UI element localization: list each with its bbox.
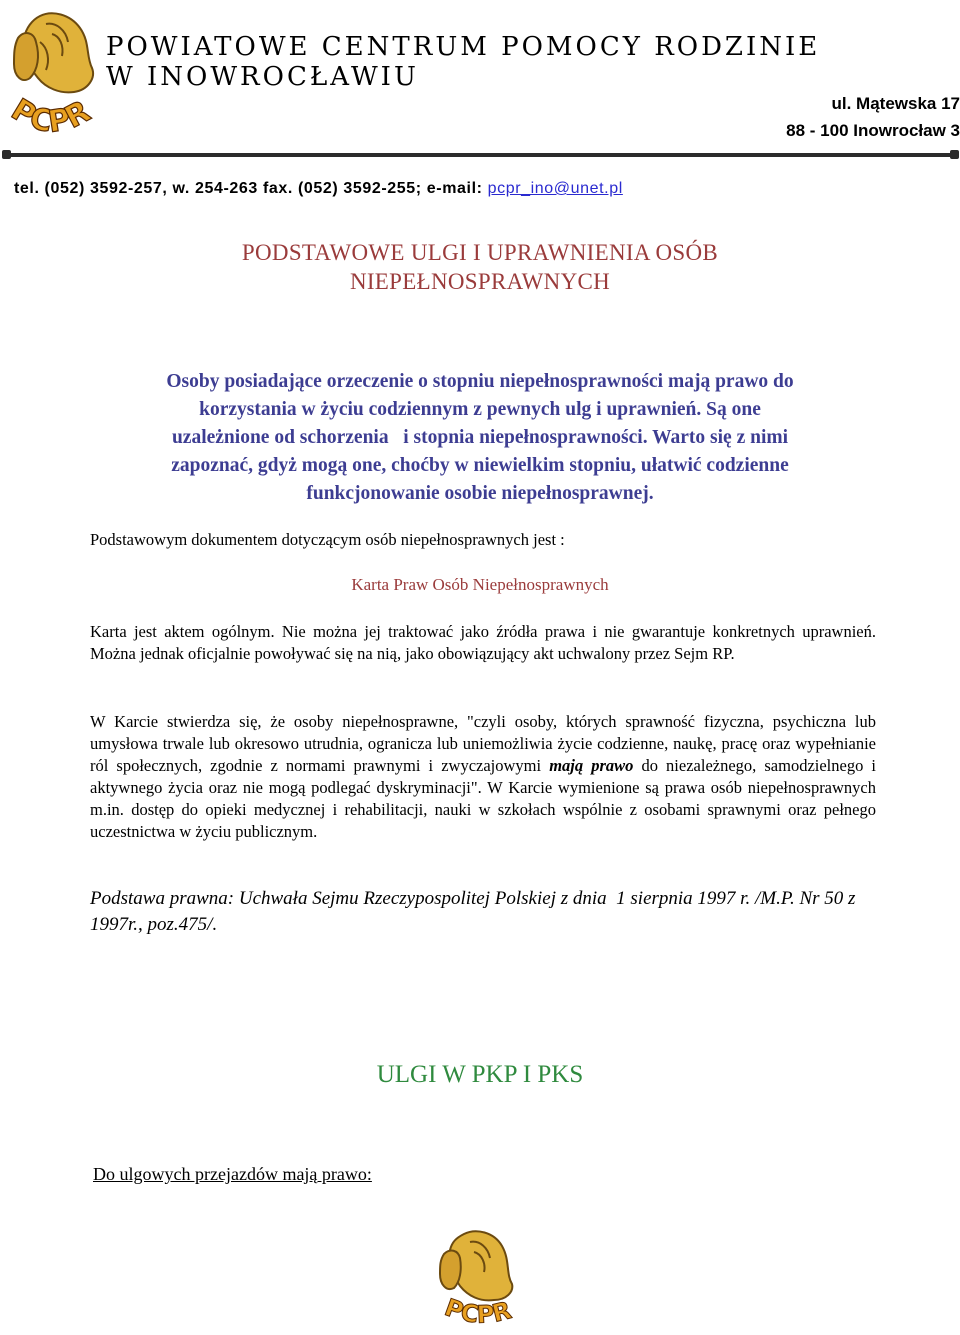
- w-karcie-emphasis: mają prawo: [549, 756, 634, 775]
- legal-basis: Podstawa prawna: Uchwała Sejmu Rzeczypospolitej Polskiej z dnia 1 sierpnia 1997 r. /M.P. Nr 50 z 1997r., poz.475/.: [90, 888, 861, 935]
- doc-title-line1: PODSTAWOWE ULGI I UPRAWNIENIA OSÓB: [241, 240, 719, 265]
- pcpr-logo: [0, 4, 112, 152]
- intro-line2: korzystania w życiu codziennym z pewnych ulg i uprawnień. Są one: [199, 399, 761, 420]
- karta-title: Karta Praw Osób Niepełnosprawnych: [351, 575, 609, 594]
- intro-line5: funkcjonowanie osobie niepełnosprawnej.: [306, 483, 654, 504]
- w-karcie-part2: do niezależnego, samodzielnego i aktywnego życia oraz nie mogą podlegać dyskryminacji". W Karcie wymienione są prawa osób niepełnosprawnych m.in. dostęp do opieki medycznej i rehabilitacji, nauki w szkołach wspólnie z osobami sprawnymi oraz pełnego uczestnictwa w życiu publicznym.: [90, 756, 877, 841]
- entitled-heading: Do ulgowych przejazdów mają prawo:: [93, 1164, 372, 1184]
- svg-text:PCPR: [5, 92, 96, 140]
- footer-logo-text: PCPR: [441, 1293, 515, 1329]
- intro-line4: zapoznać, gdyż mogą one, choćby w niewielkim stopniu, ułatwić codzienne: [171, 455, 789, 476]
- w-karcie-paragraph: [90, 711, 876, 843]
- logo-text: PCPR: [5, 92, 97, 141]
- w-karcie-part1: W Karcie stwierdza się, że osoby niepełnosprawne, "czyli osoby, których sprawność fizyczna, psychiczna lub umysłowa trwale lub okresowo utrudnia, ogranicza lub uniemożliwia życie codzienne, naukę, pracę oraz wypełnianie ról społecznych, zgodnie z normami prawnymi i zwyczajowymi: [90, 712, 876, 775]
- header-rule-cap-right: [950, 150, 959, 159]
- karta-paragraph: Karta jest aktem ogólnym. Nie można jej traktować jako źródła prawa i nie gwarantuje konkretnych uprawnień. Można jednak oficjalnie powoływać się na nią, jako obowiązujący akt uchwalony przez Sejm RP.: [90, 622, 876, 663]
- address-city: 88 - 100 Inowrocław 3: [786, 121, 960, 140]
- section-title-pkp-pks: ULGI W PKP I PKS: [376, 1061, 584, 1088]
- intro-line1: Osoby posiadające orzeczenie o stopniu niepełnosprawności mają prawo do: [166, 371, 794, 392]
- pcpr-footer-logo: [428, 1226, 540, 1330]
- contact-line: [14, 180, 623, 198]
- address-street: ul. Mątewska 17: [831, 94, 960, 113]
- org-name-line1: POWIATOWE CENTRUM POMOCY RODZINIE: [106, 32, 821, 62]
- contact-text: tel. (052) 3592-257, w. 254-263 fax. (052) 3592-255; e-mail:: [14, 180, 483, 197]
- email-link[interactable]: pcpr_ino@unet.pl: [487, 180, 623, 197]
- org-name-line2: W INOWROCŁAWIU: [106, 62, 419, 92]
- basic-document-sentence: Podstawowym dokumentem dotyczącym osób niepełnosprawnych jest :: [90, 530, 565, 549]
- doc-title-line2: NIEPEŁNOSPRAWNYCH: [349, 269, 611, 294]
- intro-line3: uzależnione od schorzenia i stopnia niepełnosprawności. Warto się z nimi: [171, 427, 789, 448]
- header-rule: [8, 153, 952, 157]
